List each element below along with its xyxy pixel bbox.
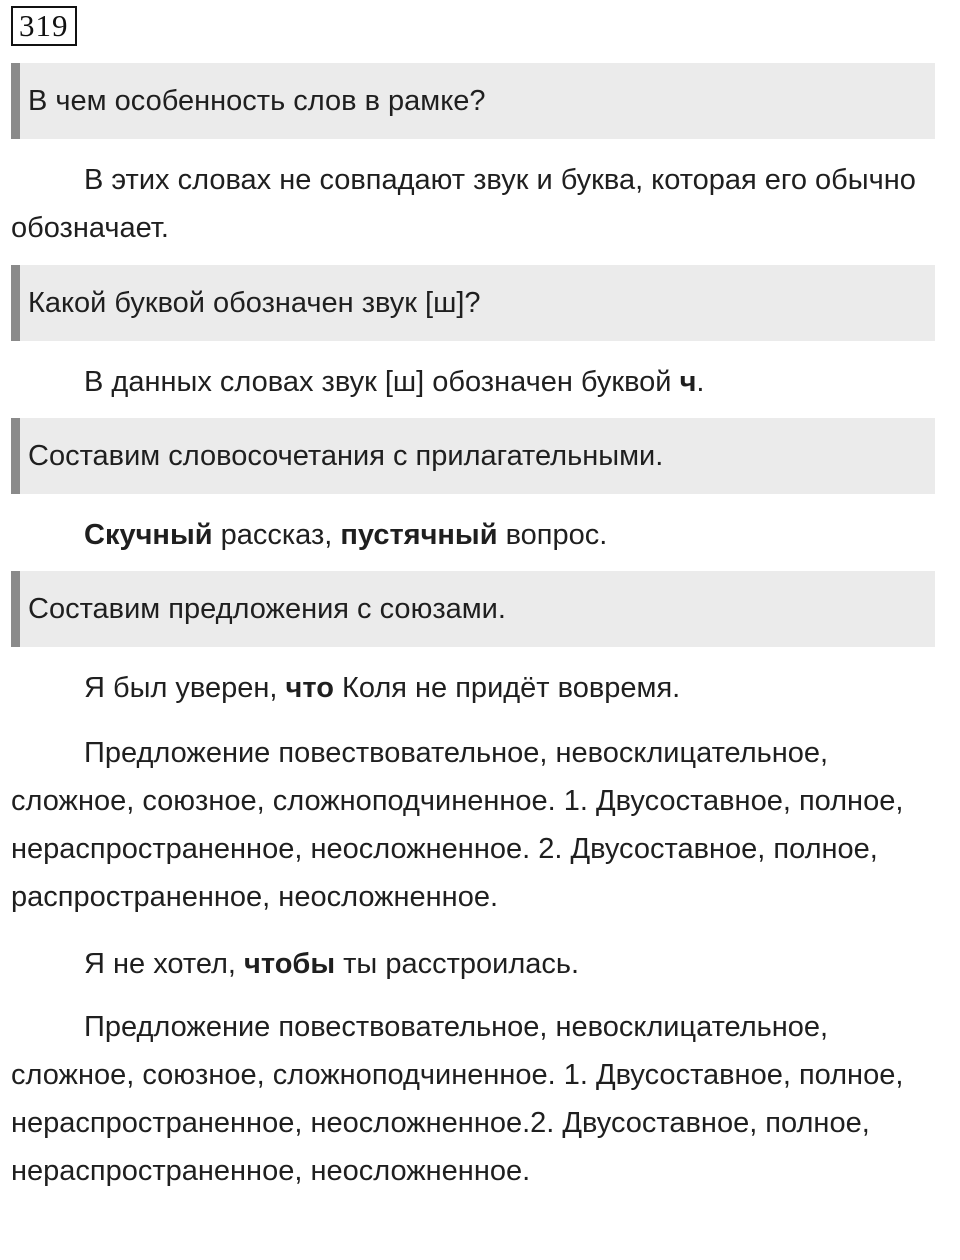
sentence-1-analysis: Предложение повествовательное, невосклицательное, сложное, союзное, сложноподчиненное. 1. Двусоставное, полное, нераспространенное, неосложненное. 2. Двусоставное, полное, распространенное, неосложненное. bbox=[11, 737, 904, 913]
sentence-1 bbox=[11, 664, 941, 712]
phrase-2-noun: вопрос. bbox=[497, 519, 608, 551]
sentence-2-start: Я не хотел, bbox=[84, 948, 245, 980]
adjective-1: Скучный bbox=[84, 519, 213, 551]
sentence-2-analysis: Предложение повествовательное, невосклицательное, сложное, союзное, сложноподчиненное. 1. Двусоставное, полное, нераспространенное, неосложненное.2. Двусоставное, полное, нераспространенное, неосложненное. bbox=[11, 1011, 904, 1187]
question-2: Какой буквой обозначен звук [ш]? bbox=[11, 265, 935, 341]
sentence-2-end: ты расстроилась. bbox=[335, 948, 580, 980]
adjective-2: пустячный bbox=[340, 519, 498, 551]
sentence-1-start: Я был уверен, bbox=[84, 672, 286, 704]
question-4: Составим предложения с союзами. bbox=[11, 571, 935, 647]
conjunction-2: чтобы bbox=[244, 948, 336, 980]
conjunction-1: что bbox=[285, 672, 334, 704]
sentence-1-end: Коля не придёт вовремя. bbox=[333, 672, 681, 704]
sentence-2 bbox=[11, 940, 941, 988]
answer-2-letter: ч bbox=[679, 366, 697, 398]
task-number: 319 bbox=[11, 6, 77, 46]
answer-2 bbox=[11, 358, 941, 406]
question-3: Составим словосочетания с прилагательными. bbox=[11, 418, 935, 494]
answer-1: В этих словах не совпадают звук и буква, которая его обычно обозначает. bbox=[11, 164, 916, 244]
answer-3 bbox=[11, 511, 941, 559]
question-1: В чем особенность слов в рамке? bbox=[11, 63, 935, 139]
answer-2-text: В данных словах звук [ш] обозначен буквой bbox=[84, 366, 680, 398]
answer-2-end: . bbox=[696, 366, 705, 398]
phrase-1-noun: рассказ, bbox=[212, 519, 341, 551]
